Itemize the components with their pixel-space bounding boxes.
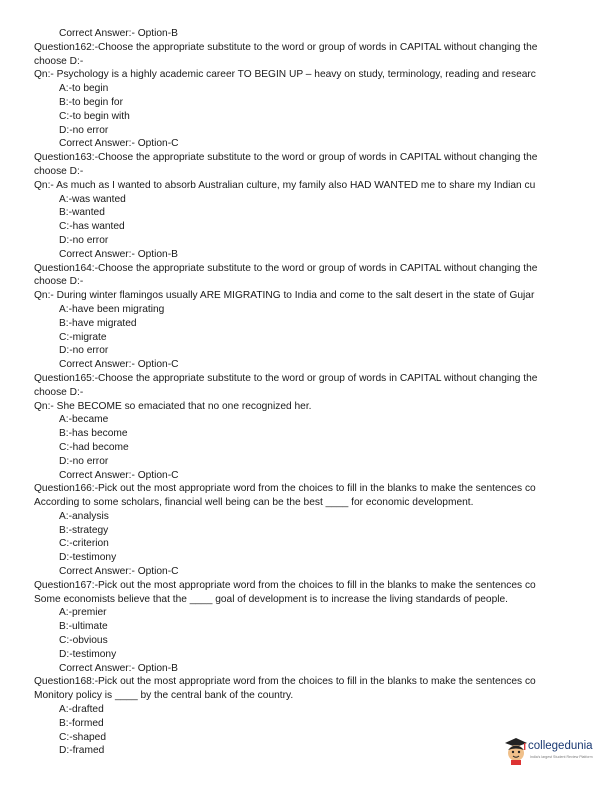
- answer-option: B:-have migrated: [59, 317, 137, 329]
- logo-brand-text: collegedunia: [528, 740, 593, 752]
- answer-option: D:-framed: [59, 745, 105, 757]
- answer-option: A:-to begin: [59, 83, 109, 95]
- correct-answer-line: Correct Answer:- Option-B: [59, 28, 178, 39]
- answer-option: A:-premier: [59, 607, 107, 619]
- answer-option: D:-no error: [59, 345, 109, 357]
- correct-answer-line: Correct Answer:- Option-C: [59, 138, 179, 150]
- answer-option: B:-strategy: [59, 524, 109, 536]
- question-text-line: Qn:- As much as I wanted to absorb Australian culture, my family also HAD WANTED me to share my Indian cu: [34, 179, 536, 191]
- logo-tagline: India's largest Student Review Platform: [530, 755, 593, 759]
- question-text-line: Qn:- During winter flamingos usually ARE MIGRATING to India and come to the salt desert in the state of Gujar: [34, 290, 535, 302]
- question-text-line: choose D:-: [34, 165, 84, 177]
- answer-option: A:-analysis: [59, 510, 109, 522]
- question-text-line: Qn:- She BECOME so emaciated that no one recognized her.: [34, 400, 312, 412]
- question-text-line: Question167:-Pick out the most appropriate word from the choices to fill in the blanks to make the sentences co: [34, 579, 536, 591]
- answer-option: A:-have been migrating: [59, 303, 165, 315]
- question-text-line: Question164:-Choose the appropriate substitute to the word or group of words in CAPITAL without changing the: [34, 262, 538, 274]
- answer-option: D:-no error: [59, 234, 109, 246]
- answer-option: D:-no error: [59, 455, 109, 467]
- answer-option: A:-drafted: [59, 704, 104, 716]
- answer-option: B:-formed: [59, 717, 104, 729]
- answer-option: A:-was wanted: [59, 193, 126, 205]
- collegedunia-logo: [503, 735, 607, 769]
- question-text-line: Question163:-Choose the appropriate substitute to the word or group of words in CAPITAL without changing the: [34, 152, 538, 164]
- question-text-line: Qn:- Psychology is a highly academic career TO BEGIN UP – heavy on study, terminology, reading and researc: [34, 69, 536, 81]
- question-text-line: Question165:-Choose the appropriate substitute to the word or group of words in CAPITAL without changing the: [34, 372, 538, 384]
- correct-answer-line: Correct Answer:- Option-C: [59, 359, 179, 371]
- question-text-line: choose D:-: [34, 55, 84, 67]
- graduate-mascot-icon: [503, 735, 529, 765]
- answer-option: C:-migrate: [59, 331, 107, 343]
- correct-answer-line: Correct Answer:- Option-B: [59, 662, 178, 674]
- answer-option: C:-to begin with: [59, 110, 130, 122]
- correct-answer-line: Correct Answer:- Option-C: [59, 566, 179, 578]
- answer-option: A:-became: [59, 414, 109, 426]
- correct-answer-line: Correct Answer:- Option-B: [59, 248, 178, 260]
- answer-option: C:-obvious: [59, 635, 108, 647]
- question-text-line: Some economists believe that the ____ goal of development is to increase the living standards of people.: [34, 593, 509, 605]
- question-text-line: Question166:-Pick out the most appropriate word from the choices to fill in the blanks to make the sentences co: [34, 483, 536, 495]
- answer-option: B:-ultimate: [59, 621, 108, 633]
- correct-answer-line: Correct Answer:- Option-C: [59, 469, 179, 481]
- answer-option: C:-had become: [59, 441, 129, 453]
- answer-option: B:-to begin for: [59, 96, 123, 108]
- answer-option: C:-criterion: [59, 538, 109, 550]
- question-text-line: choose D:-: [34, 276, 84, 288]
- question-text-line: Question168:-Pick out the most appropriate word from the choices to fill in the blanks to make the sentences co: [34, 676, 536, 688]
- answer-option: B:-has become: [59, 428, 128, 440]
- answer-option: D:-testimony: [59, 648, 117, 660]
- answer-option: C:-shaped: [59, 731, 107, 743]
- document-body: [34, 27, 589, 758]
- answer-option: D:-no error: [59, 124, 109, 136]
- question-text-line: According to some scholars, financial well being can be the best ____ for economic development.: [34, 497, 474, 509]
- answer-option: B:-wanted: [59, 207, 105, 219]
- question-text-line: Question162:-Choose the appropriate substitute to the word or group of words in CAPITAL without changing the: [34, 41, 538, 53]
- question-text-line: Monitory policy is ____ by the central bank of the country.: [34, 690, 294, 702]
- answer-option: D:-testimony: [59, 552, 117, 564]
- answer-option: C:-has wanted: [59, 221, 125, 233]
- question-text-line: choose D:-: [34, 386, 84, 398]
